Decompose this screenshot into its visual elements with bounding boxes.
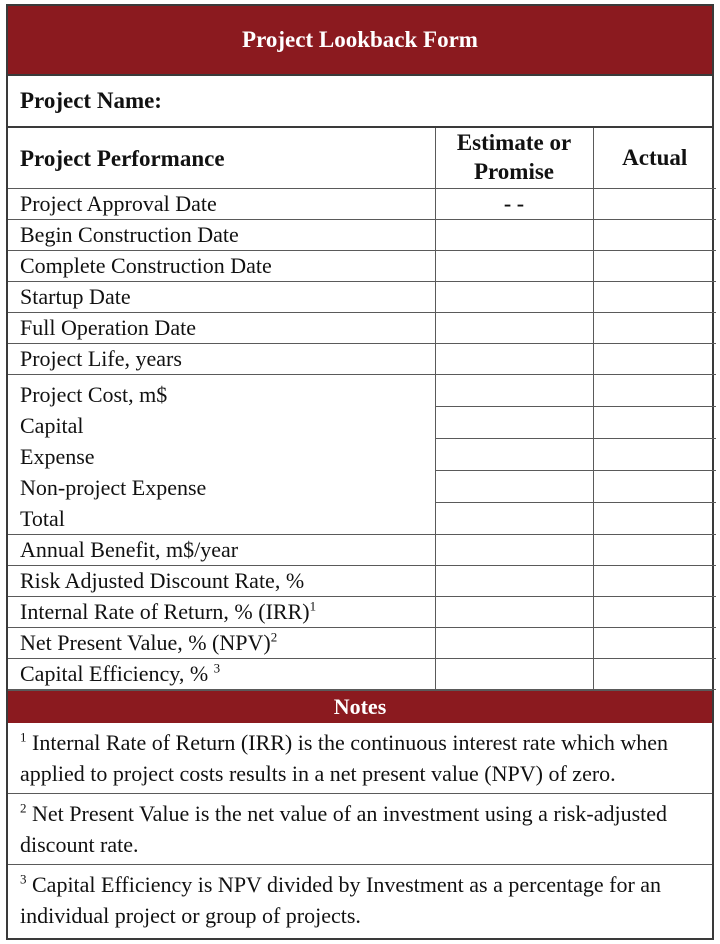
cost-label-non-project-expense: Non-project Expense <box>20 474 207 500</box>
table-row <box>8 597 716 628</box>
actual-cell[interactable] <box>593 503 716 535</box>
note-item: $^1$ Internal Rate of Return (IRR) is the continuous interest rate which when applied to project costs results in a net present value (NPV) of zero. <box>20 729 668 786</box>
row-label: Project Approval Date <box>8 189 435 220</box>
estimate-cell[interactable] <box>435 282 593 313</box>
actual-cell[interactable] <box>593 628 716 659</box>
project-name-label: Project Name: <box>8 76 712 128</box>
estimate-cell[interactable] <box>435 375 593 407</box>
actual-cell[interactable] <box>593 535 716 566</box>
header-actual: Actual <box>593 128 716 189</box>
estimate-cell[interactable] <box>435 407 593 439</box>
estimate-cell[interactable] <box>435 503 593 535</box>
actual-cell[interactable] <box>593 220 716 251</box>
performance-table <box>8 128 716 690</box>
footnote-marker: 3 <box>213 660 221 676</box>
cost-label-capital: Capital <box>20 412 84 438</box>
estimate-cell[interactable] <box>435 566 593 597</box>
estimate-cell[interactable] <box>435 313 593 344</box>
actual-cell[interactable] <box>593 375 716 407</box>
row-label: Begin Construction Date <box>8 220 435 251</box>
estimate-cell[interactable] <box>435 659 593 690</box>
header-estimate: Estimate or Promise <box>435 128 593 189</box>
row-label: Capital Efficiency, % $^3$ <box>8 659 435 690</box>
actual-cell[interactable] <box>593 251 716 282</box>
note-number: 3 <box>20 871 27 887</box>
row-label: Internal Rate of Return, % (IRR)$^1$ <box>8 597 435 628</box>
actual-cell[interactable] <box>593 282 716 313</box>
cost-label-total: Total <box>20 505 65 531</box>
actual-cell[interactable] <box>593 189 716 220</box>
row-label: Project Life, years <box>8 344 435 375</box>
estimate-cell[interactable] <box>435 597 593 628</box>
table-row <box>8 220 716 251</box>
footnote-marker: 1 <box>309 598 317 614</box>
actual-cell[interactable] <box>593 439 716 471</box>
actual-cell[interactable] <box>593 659 716 690</box>
row-label: Net Present Value, % (NPV)$^2$ <box>8 628 435 659</box>
actual-cell[interactable] <box>593 566 716 597</box>
table-header-row <box>8 128 716 189</box>
table-row <box>8 535 716 566</box>
actual-cell[interactable] <box>593 313 716 344</box>
actual-cell[interactable] <box>593 344 716 375</box>
table-row <box>8 313 716 344</box>
estimate-cell[interactable] <box>435 220 593 251</box>
notes-section <box>8 723 712 935</box>
note-number: 2 <box>20 800 27 816</box>
estimate-cell[interactable] <box>435 439 593 471</box>
header-performance: Project Performance <box>8 128 435 189</box>
cost-label-project-cost: Project Cost, m$ <box>20 381 168 407</box>
row-label: Startup Date <box>8 282 435 313</box>
notes-title: Notes <box>8 690 712 723</box>
estimate-cell[interactable] <box>435 344 593 375</box>
table-row <box>8 659 716 690</box>
row-label: Annual Benefit, m$/year <box>8 535 435 566</box>
row-label: Risk Adjusted Discount Rate, % <box>8 566 435 597</box>
table-row <box>8 628 716 659</box>
table-row <box>8 344 716 375</box>
estimate-cell[interactable] <box>435 251 593 282</box>
cost-group-row <box>8 375 716 407</box>
estimate-cell[interactable] <box>435 628 593 659</box>
actual-cell[interactable] <box>593 597 716 628</box>
note-number: 1 <box>20 729 27 745</box>
project-lookback-form <box>6 4 714 940</box>
form-title: Project Lookback Form <box>8 6 712 76</box>
table-row <box>8 189 716 220</box>
row-label: Complete Construction Date <box>8 251 435 282</box>
estimate-cell[interactable] <box>435 471 593 503</box>
actual-cell[interactable] <box>593 471 716 503</box>
note-item: $^3$ Capital Efficiency is NPV divided by Investment as a percentage for an individual project or group of projects. <box>8 864 712 935</box>
estimate-cell[interactable]: - - <box>435 189 593 220</box>
footnote-marker: 2 <box>270 629 278 645</box>
project-cost-group <box>8 375 435 535</box>
cost-label-expense: Expense <box>20 443 95 469</box>
table-row <box>8 251 716 282</box>
estimate-cell[interactable] <box>435 535 593 566</box>
table-row <box>8 566 716 597</box>
row-label: Full Operation Date <box>8 313 435 344</box>
note-item: $^2$ Net Present Value is the net value of an investment using a risk-adjusted discount rate. <box>8 793 712 864</box>
table-row <box>8 282 716 313</box>
actual-cell[interactable] <box>593 407 716 439</box>
